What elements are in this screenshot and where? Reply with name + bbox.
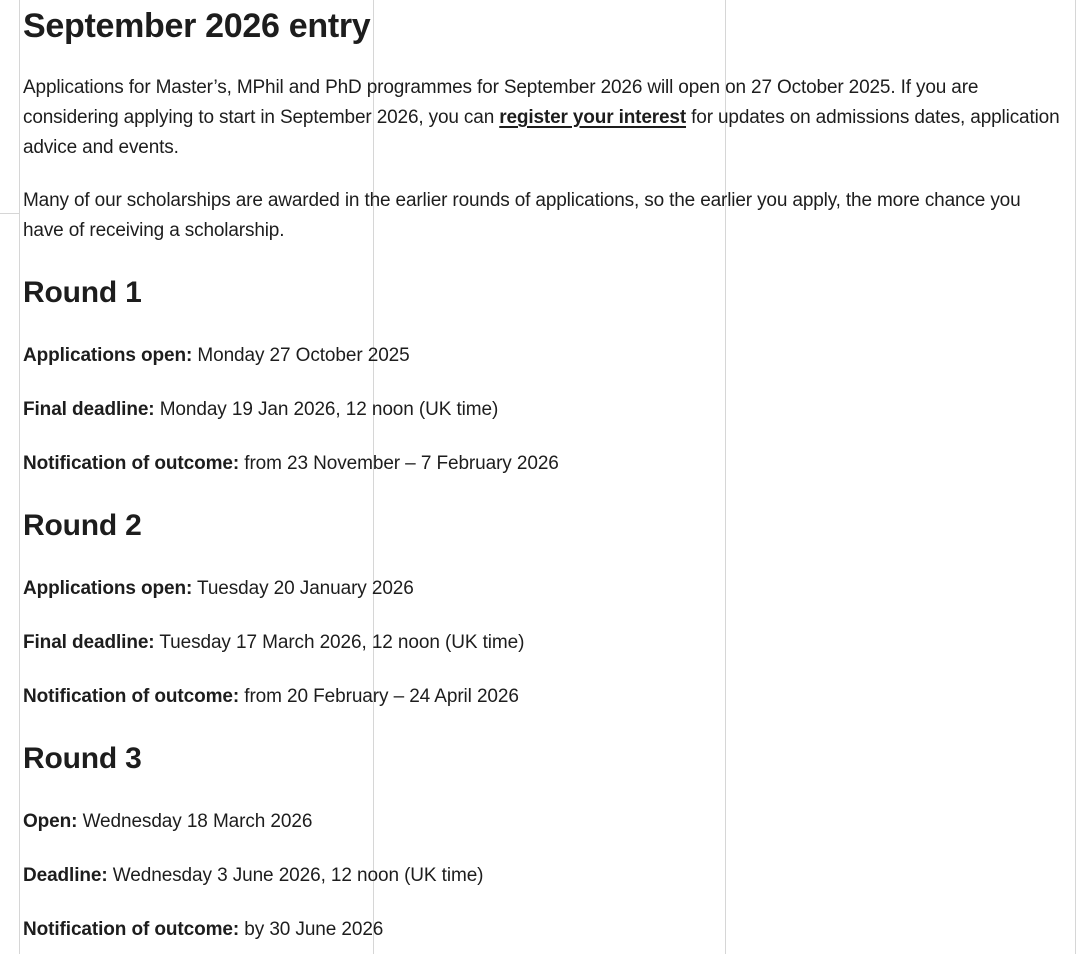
round-1-notification (23, 449, 1066, 479)
round-3-open-label: Open: (23, 811, 78, 832)
round-1-applications-open (23, 341, 1066, 371)
intro-text-before-link: Applications for Master’s, MPhil and PhD programmes for September 2026 will open on 27 October 2025. If you are considering applying to start in September 2026, you can (23, 77, 979, 128)
register-interest-link[interactable]: register your interest (499, 107, 687, 128)
round-2-applications-open-value: Tuesday 20 January 2026 (192, 578, 414, 599)
intro-paragraph (23, 73, 1066, 163)
round-1-notification-value: from 23 November – 7 February 2026 (239, 453, 559, 474)
round-1-final-deadline-value: Monday 19 Jan 2026, 12 noon (UK time) (154, 399, 499, 420)
page-title: September 2026 entry (23, 7, 371, 45)
round-2-final-deadline (23, 628, 1066, 658)
round-3-notification-value: by 30 June 2026 (239, 919, 384, 940)
round-1-applications-open-value: Monday 27 October 2025 (192, 345, 410, 366)
round-2-applications-open (23, 574, 1066, 604)
round-2-final-deadline-value: Tuesday 17 March 2026, 12 noon (UK time) (154, 632, 525, 653)
round-3-deadline-label: Deadline: (23, 865, 108, 886)
round-3-notification (23, 915, 1066, 945)
round-1-applications-open-label: Applications open: (23, 345, 193, 366)
round-1-section (23, 274, 1066, 479)
table-gridline-horizontal-segment (0, 213, 19, 214)
round-3-deadline (23, 861, 1066, 891)
round-2-notification (23, 682, 1066, 712)
round-3-notification-label: Notification of outcome: (23, 919, 240, 940)
round-2-notification-value: from 20 February – 24 April 2026 (239, 686, 519, 707)
round-1-final-deadline (23, 395, 1066, 425)
intro-text-after-link: for updates on admissions dates, application advice and events. (23, 107, 1060, 158)
round-1-heading: Round 1 (23, 276, 142, 309)
round-3-section (23, 740, 1066, 945)
scholarship-paragraph: Many of our scholarships are awarded in the earlier rounds of applications, so the earlier you apply, the more chance you have of receiving a scholarship. (23, 190, 1021, 241)
round-3-deadline-value: Wednesday 3 June 2026, 12 noon (UK time) (107, 865, 484, 886)
round-1-notification-label: Notification of outcome: (23, 453, 240, 474)
round-3-heading: Round 3 (23, 742, 142, 775)
round-2-heading: Round 2 (23, 509, 142, 542)
round-3-open-value: Wednesday 18 March 2026 (77, 811, 313, 832)
round-2-final-deadline-label: Final deadline: (23, 632, 155, 653)
round-2-section (23, 507, 1066, 712)
round-2-applications-open-label: Applications open: (23, 578, 193, 599)
round-3-open (23, 807, 1066, 837)
table-gridline-vertical-left (19, 0, 20, 954)
content-area (23, 0, 1066, 969)
table-gridline-vertical-right (1075, 0, 1076, 954)
round-2-notification-label: Notification of outcome: (23, 686, 240, 707)
round-1-final-deadline-label: Final deadline: (23, 399, 155, 420)
